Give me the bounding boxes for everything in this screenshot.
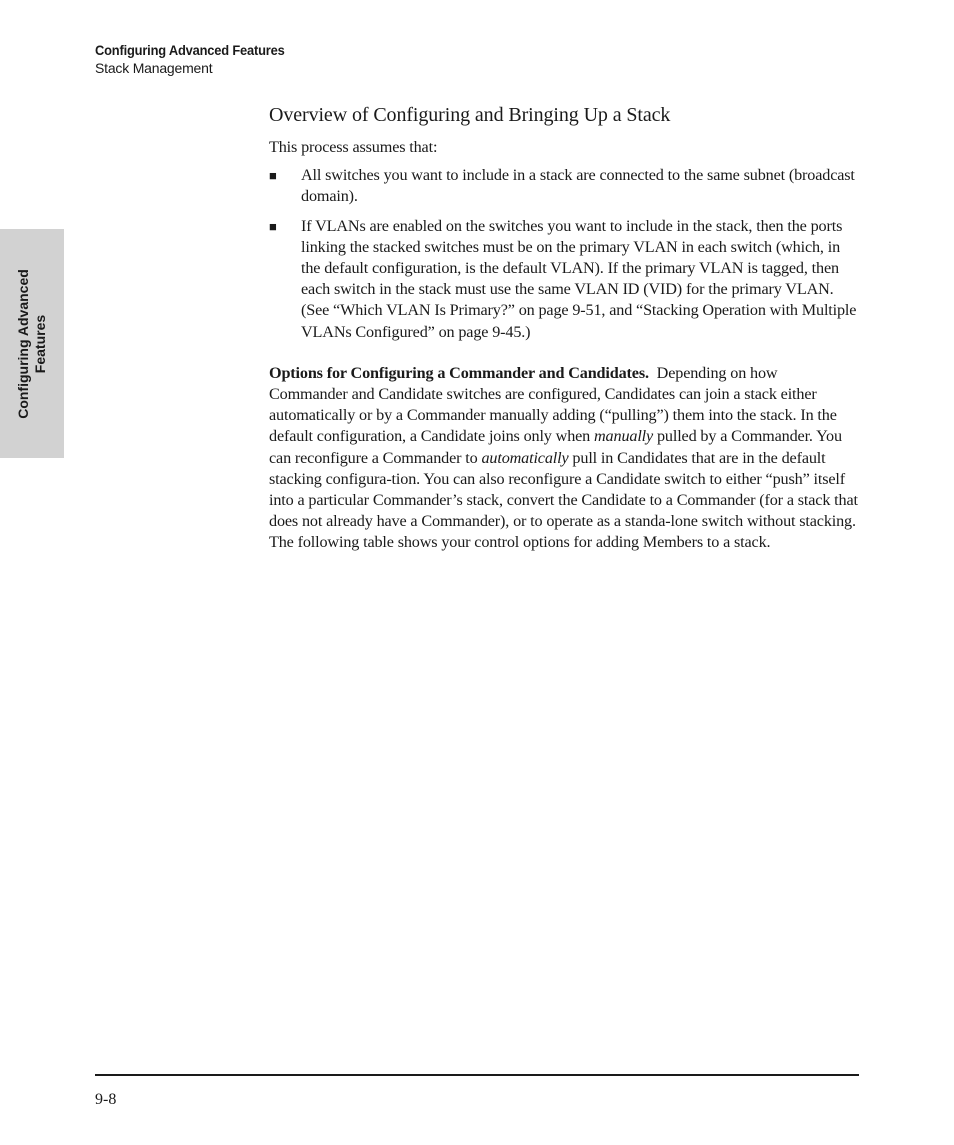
section-heading: Overview of Configuring and Bringing Up a Stack [269, 104, 671, 126]
page-number: 9-8 [95, 1091, 117, 1108]
section-title: Stack Management [95, 60, 213, 76]
square-bullet-icon: ■ [269, 168, 277, 184]
list-item [269, 216, 859, 343]
footer-rule [95, 1074, 859, 1076]
tab-label-line-2: Features [32, 314, 48, 373]
emphasis-automatically: automatically [481, 448, 569, 467]
options-text-part-1: Depending on how Commander and Candidate switches are configured, Candidates can join a stack either automatically or by a Commander manually adding (“pulling”) them into the stack. In the default configuration, a Candidate joins only when [269, 363, 837, 446]
tab-label-line-1: Configuring Advanced [15, 268, 31, 419]
options-paragraph [269, 363, 859, 554]
list-item-text: All switches you want to include in a stack are connected to the same subnet (broadcast domain). [301, 166, 855, 206]
options-text-part-3: pull in Candidates that are in the default stacking configura-tion. You can also reconfigure a Candidate switch to either “push” itself into a particular Commander’s stack, convert the Candidate to a Commander (for a stack that does not already have a Commander), or to operate as a standa-lone switch without stacking. The following table shows your control options for adding Members to a stack. [269, 448, 858, 552]
chapter-thumb-tab-label [15, 229, 49, 458]
chapter-title: Configuring Advanced Features [95, 42, 285, 58]
run-in-heading: Options for Configuring a Commander and Candidates. [269, 363, 649, 382]
list-item [269, 165, 859, 207]
intro-paragraph: This process assumes that: [269, 138, 438, 156]
assumptions-list [269, 165, 859, 343]
page-body [269, 102, 859, 554]
running-header [95, 41, 301, 77]
chapter-thumb-tab [0, 229, 64, 458]
square-bullet-icon: ■ [269, 218, 277, 234]
options-text-part-2: pulled by a Commander. You can reconfigure a Commander to [269, 427, 842, 467]
list-item-text: If VLANs are enabled on the switches you want to include in the stack, then the ports linking the stacked switches must be on the primary VLAN in each switch (which, in the default configuration, is the default VLAN). If the primary VLAN is tagged, then each switch in the stack must use the same VLAN ID (VID) for the primary VLAN. (See “Which VLAN Is Primary?” on page 9-51, and “Stacking Operation with Multiple VLANs Configured” on page 9-45.) [301, 216, 857, 341]
emphasis-manually: manually [594, 427, 654, 446]
